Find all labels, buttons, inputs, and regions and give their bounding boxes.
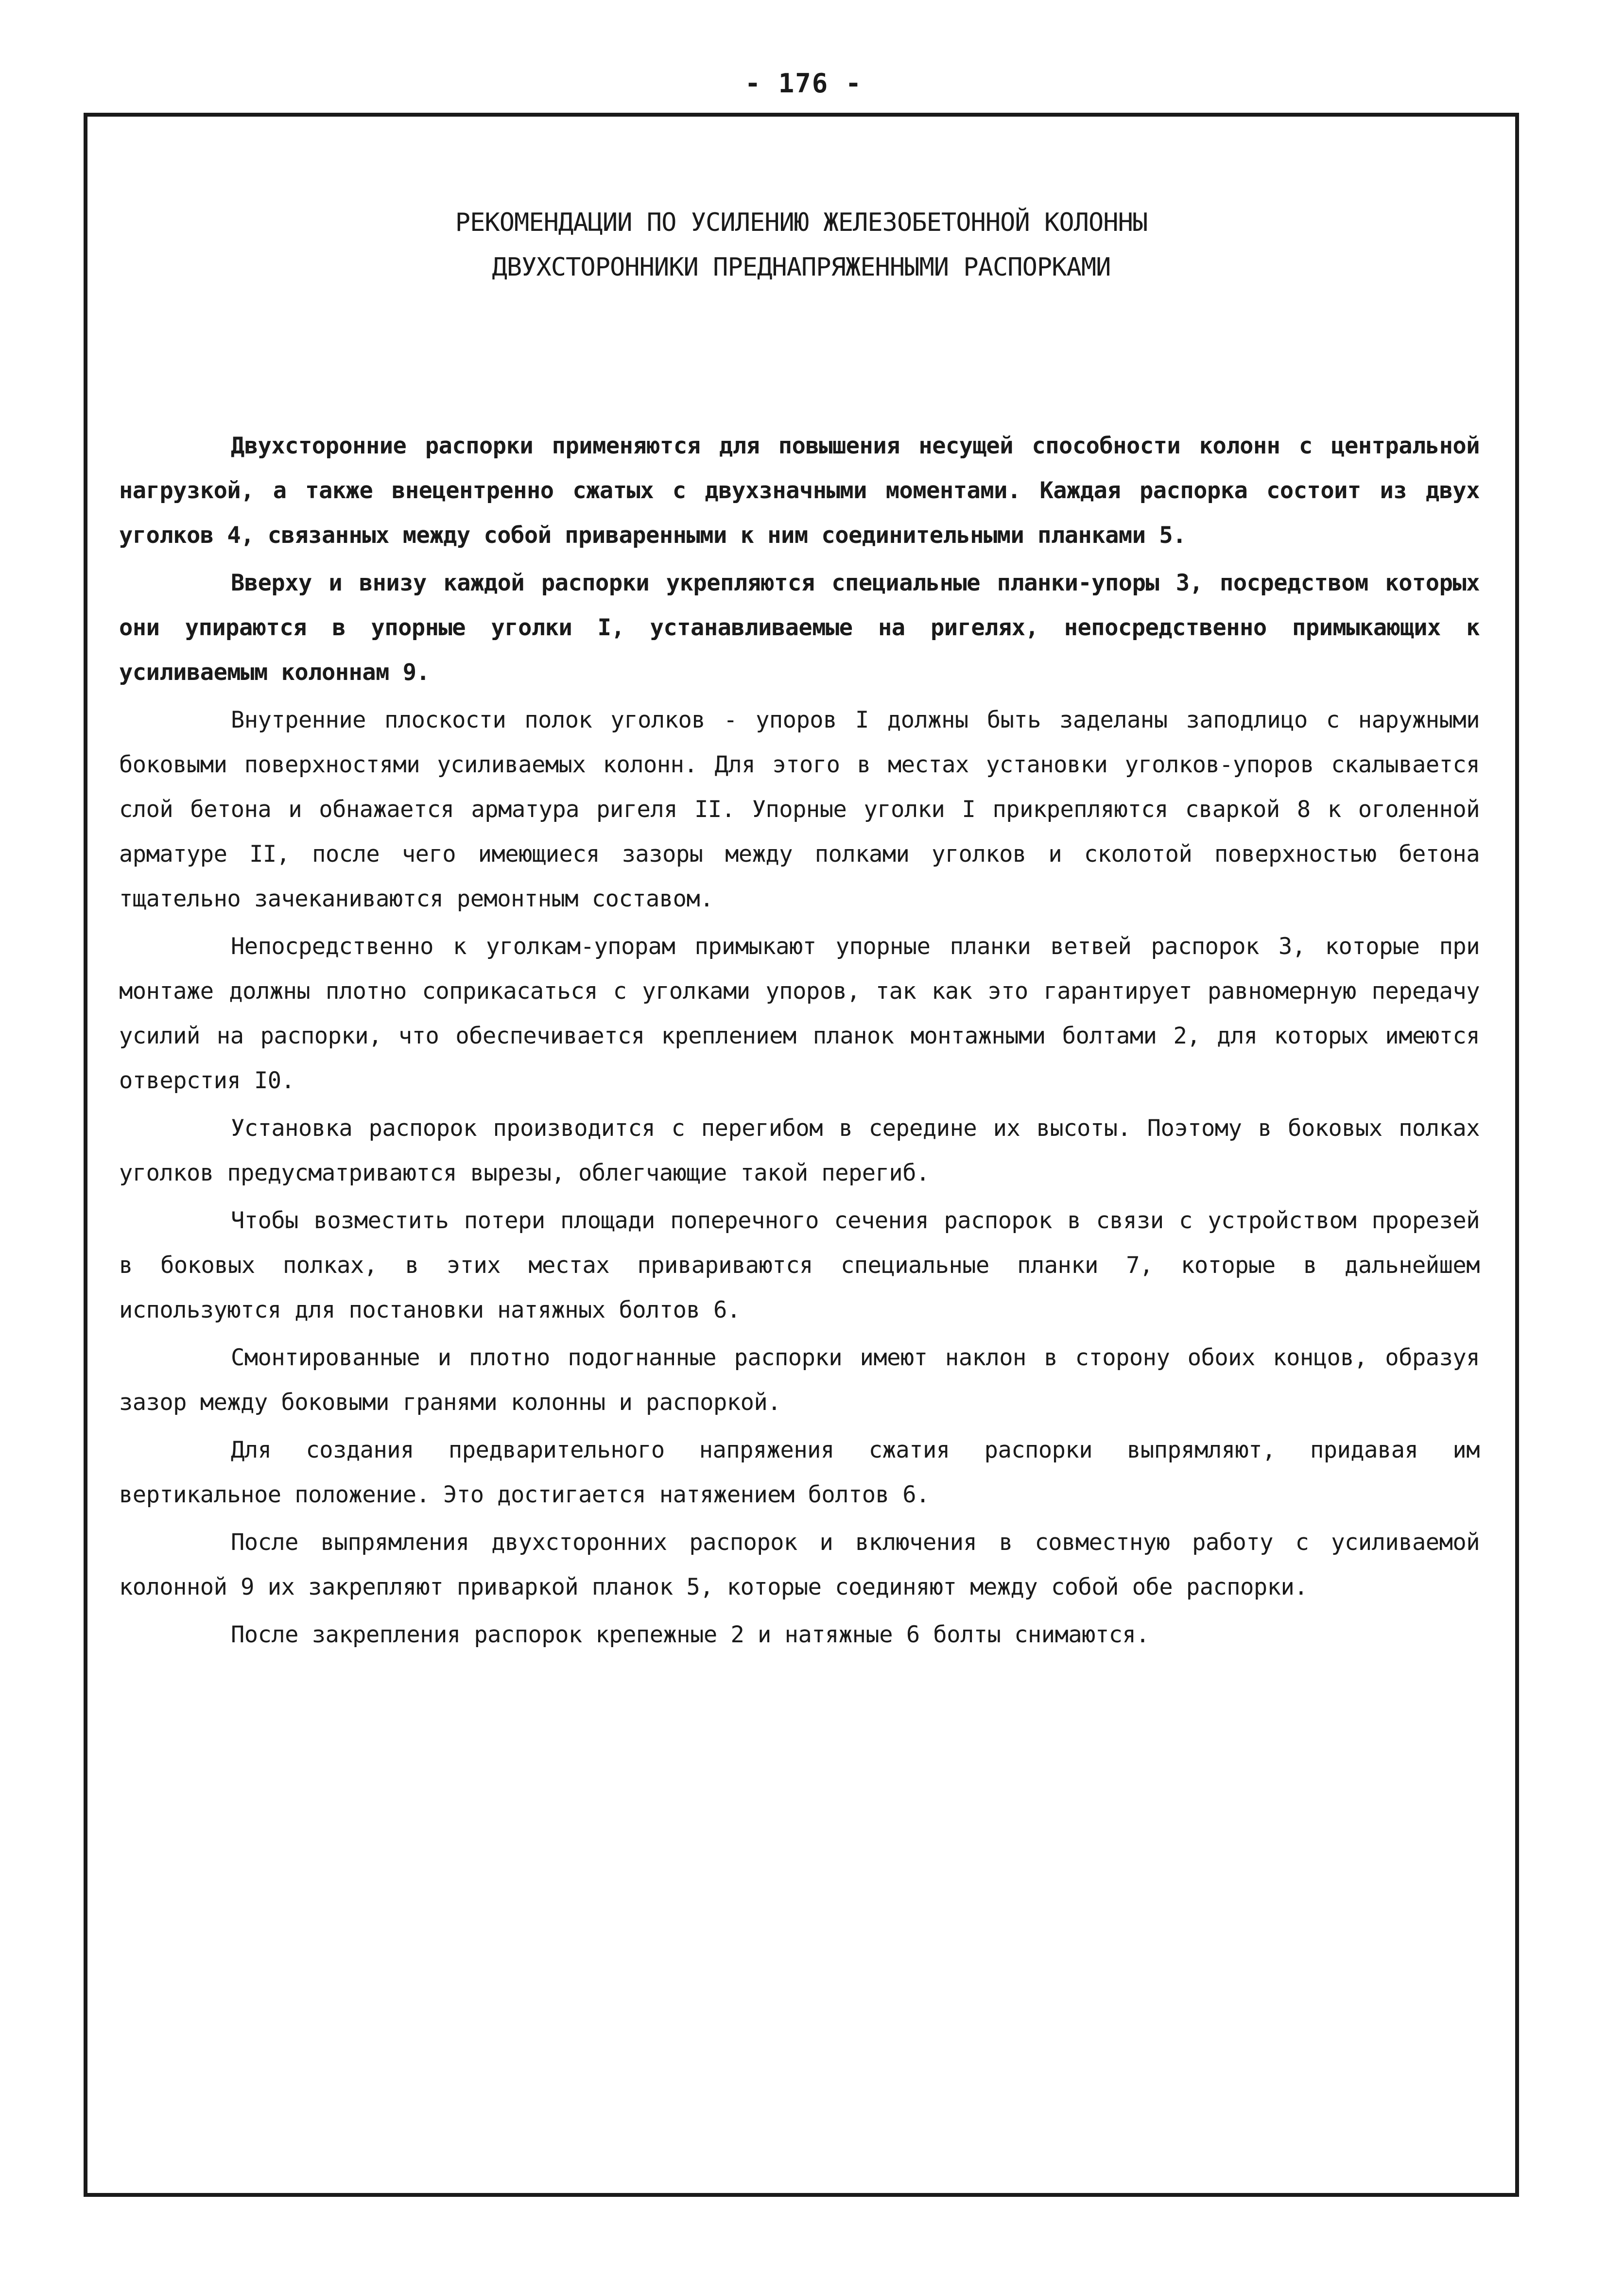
document-title-line-2: ДВУХСТОРОННИКИ ПРЕДНАПРЯЖЕННЫМИ РАСПОРКАМИ (492, 253, 1111, 282)
paragraph-10: После закрепления распорок крепежные 2 и натяжные 6 болты снимаются. (231, 1621, 1150, 1648)
document-title-line-1: РЕКОМЕНДАЦИИ ПО УСИЛЕНИЮ ЖЕЛЕЗОБЕТОННОЙ КОЛОННЫ (455, 208, 1148, 237)
paragraph-7: Смонтированные и плотно подогнанные распорки имеют наклон в сторону обоих концов, образуя зазор между боковыми гранями колонны и распоркой. (119, 1344, 1480, 1416)
paragraph-2: Вверху и внизу каждой распорки укрепляются специальные планки-упоры 3, посредством которых они упираются в упорные уголки I, устанавливаемые на ригелях, непосредственно примыкающих к усиливаемым колоннам 9. (119, 570, 1480, 686)
body-text (119, 424, 1480, 1660)
paragraph-8: Для создания предварительного напряжения сжатия распорки выпрямляют, придавая им вертикальное положение. Это достигается натяжением болтов 6. (119, 1437, 1480, 1508)
paragraph-6: Чтобы возместить потери площади поперечного сечения распорок в связи с устройством прорезей в боковых полках, в этих местах привариваются специальные планки 7, которые в дальнейшем используются для постановки натяжных болтов 6. (119, 1207, 1480, 1323)
paragraph-4: Непосредственно к уголкам-упорам примыкают упорные планки ветвей распорок 3, которые при монтаже должны плотно соприкасаться с уголками упоров, так как это гарантирует равномерную передачу усилий на распорки, что обеспечивается креплением планок монтажными болтами 2, для которых имеются отверстия I0. (119, 933, 1480, 1094)
paragraph-1: Двухсторонние распорки применяются для повышения несущей способности колонн с центральной нагрузкой, а также внецентренно сжатых с двухзначными моментами. Каждая распорка состоит из двух уголков 4, связанных между собой приваренными к ним соединительными планками 5. (119, 433, 1480, 549)
paragraph-9: После выпрямления двухсторонних распорок и включения в совместную работу с усиливаемой колонной 9 их закрепляют приваркой планок 5, которые соединяют между собой обе распорки. (119, 1529, 1480, 1600)
paragraph-5: Установка распорок производится с перегибом в середине их высоты. Поэтому в боковых полках уголков предусматриваются вырезы, облегчающие такой перегиб. (119, 1115, 1480, 1186)
paragraph-3: Внутренние плоскости полок уголков - упоров I должны быть заделаны заподлицо с наружными боковыми поверхностями усиливаемых колонн. Для этого в местах установки уголков-упоров скалывается слой бетона и обнажается арматура ригеля II. Упорные уголки I прикрепляются сваркой 8 к оголенной арматуре II, после чего имеющиеся зазоры между полками уголков и сколотой поверхностью бетона тщательно зачеканиваются ремонтным составом. (119, 707, 1480, 912)
page-number: - 176 - (744, 68, 863, 99)
